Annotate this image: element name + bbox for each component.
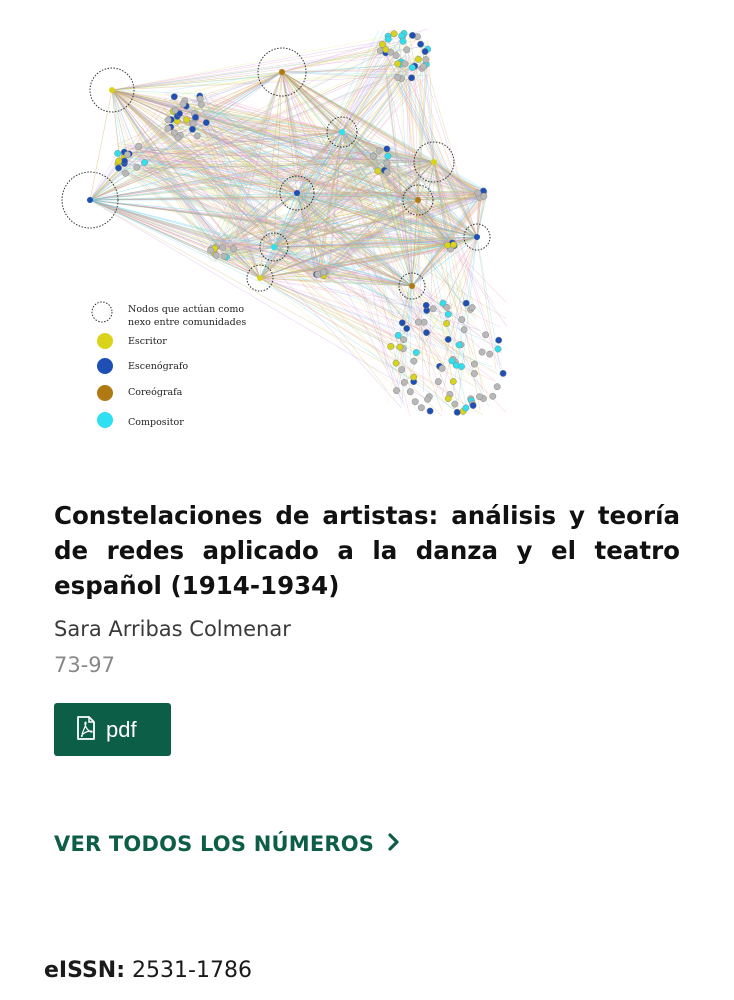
network-edge <box>477 237 502 380</box>
network-node <box>459 316 465 322</box>
eissn-value: 2531-1786 <box>132 958 252 983</box>
nexus-hub-node <box>279 69 285 75</box>
network-node <box>385 153 391 159</box>
network-node <box>115 165 121 171</box>
view-all-issues-label: VER TODOS LOS NÚMEROS <box>54 832 375 856</box>
network-node <box>385 36 391 42</box>
network-node <box>482 332 488 338</box>
network-node <box>439 365 445 371</box>
network-node <box>180 101 186 107</box>
network-node <box>481 193 487 199</box>
network-node <box>469 304 475 310</box>
network-node <box>189 126 195 132</box>
nexus-hub-node <box>409 283 415 289</box>
network-node <box>121 158 127 164</box>
network-node <box>384 160 390 166</box>
network-node <box>192 114 198 120</box>
network-node <box>124 151 130 157</box>
network-node <box>141 159 147 165</box>
network-node <box>393 52 399 58</box>
network-node <box>203 119 209 125</box>
legend-symbol-escenografo <box>97 358 113 374</box>
nexus-hub-node <box>415 197 421 203</box>
network-node <box>427 408 433 414</box>
network-node <box>388 343 394 349</box>
network-node <box>321 269 327 275</box>
network-node <box>435 378 441 384</box>
network-edges <box>90 29 507 416</box>
network-node <box>393 387 399 393</box>
network-node <box>183 117 189 123</box>
network-node <box>487 351 493 357</box>
legend-symbol-compositor <box>97 412 113 428</box>
network-node <box>400 336 406 342</box>
legend-symbol-nexus <box>92 302 112 322</box>
network-node <box>404 47 410 53</box>
network-node <box>443 320 449 326</box>
network-node <box>413 349 419 355</box>
article-pages: 73-97 <box>54 653 116 677</box>
network-node <box>370 153 376 159</box>
network-node <box>315 271 321 277</box>
network-node <box>417 41 423 47</box>
network-node <box>476 394 482 400</box>
network-node <box>115 150 121 156</box>
pdf-file-icon <box>76 716 96 743</box>
network-node <box>397 344 403 350</box>
nexus-hub-node <box>87 197 93 203</box>
network-node <box>463 300 469 306</box>
figure-legend <box>92 302 246 428</box>
network-node <box>391 31 397 37</box>
nexus-hub-node <box>339 129 345 135</box>
network-node <box>495 346 501 352</box>
network-node <box>409 64 415 70</box>
network-node <box>404 325 410 331</box>
network-node <box>412 399 418 405</box>
view-all-issues-link[interactable] <box>54 832 400 856</box>
network-node <box>399 366 405 372</box>
pdf-button-label: pdf <box>106 716 137 742</box>
network-node <box>122 170 128 176</box>
network-node <box>456 342 462 348</box>
network-node <box>494 384 500 390</box>
network-node <box>384 169 390 175</box>
network-node <box>452 401 458 407</box>
nexus-hub-node <box>474 234 480 240</box>
network-node <box>411 374 417 380</box>
legend-label-escritor: Escritor <box>128 336 167 347</box>
network-node <box>171 94 177 100</box>
network-node <box>423 302 429 308</box>
network-node <box>475 190 481 196</box>
network-node <box>207 247 213 253</box>
network-node <box>230 246 236 252</box>
network-node <box>165 125 171 131</box>
nexus-hub-node <box>109 87 115 93</box>
article-author: Sara Arribas Colmenar <box>54 617 291 641</box>
network-node <box>409 32 415 38</box>
legend-symbol-escritor <box>97 333 113 349</box>
network-node <box>407 389 413 395</box>
network-node <box>445 395 451 401</box>
pdf-download-button[interactable] <box>54 703 171 756</box>
network-node <box>402 61 408 67</box>
network-node <box>430 306 436 312</box>
network-node <box>444 242 450 248</box>
article-title[interactable]: Constelaciones de artistas: análisis y teoría de redes aplicado a la danza y el teatro español (1914-1934) <box>54 501 680 600</box>
network-node <box>461 327 467 333</box>
nexus-hub-node <box>294 190 300 196</box>
network-node <box>490 393 496 399</box>
network-node <box>395 61 401 67</box>
network-node <box>421 319 427 325</box>
legend-symbol-coreografa <box>97 385 113 401</box>
network-node <box>165 117 171 123</box>
network-node <box>445 311 451 317</box>
cover-image <box>52 10 522 440</box>
network-graph <box>52 10 522 440</box>
network-node <box>220 244 226 250</box>
network-node <box>375 168 381 174</box>
legend-label-nexus: Nodos que actúan como <box>128 304 245 315</box>
network-node <box>393 360 399 366</box>
network-node <box>421 63 427 69</box>
network-node <box>395 332 401 338</box>
network-node <box>471 361 477 367</box>
nexus-hub-node <box>271 244 277 250</box>
network-node <box>444 304 450 310</box>
network-node <box>445 336 451 342</box>
network-node <box>424 396 430 402</box>
chevron-right-icon <box>388 832 400 856</box>
network-node <box>422 48 428 54</box>
network-node <box>221 253 227 259</box>
nexus-hub-node <box>431 159 437 165</box>
network-node <box>450 242 456 248</box>
network-node <box>197 96 203 102</box>
network-node <box>423 329 429 335</box>
network-node <box>172 107 178 113</box>
network-node <box>471 370 477 376</box>
network-node <box>449 358 455 364</box>
network-node <box>194 133 200 139</box>
network-node <box>479 349 485 355</box>
network-node <box>213 252 219 258</box>
network-node <box>418 405 424 411</box>
network-node <box>500 370 506 376</box>
legend-label-escenografo: Escenógrafo <box>128 361 189 372</box>
network-node <box>136 143 142 149</box>
nexus-hub-node <box>257 275 263 281</box>
network-node <box>376 147 382 153</box>
network-node <box>408 75 414 81</box>
network-node <box>399 320 405 326</box>
network-node <box>395 74 401 80</box>
network-node <box>175 135 181 141</box>
network-node <box>411 358 417 364</box>
network-node <box>463 405 469 411</box>
network-node <box>198 101 204 107</box>
network-node <box>450 378 456 384</box>
eissn-label: eISSN: <box>44 958 126 983</box>
network-node <box>401 379 407 385</box>
network-node <box>384 146 390 152</box>
network-node <box>470 402 476 408</box>
network-node <box>400 38 406 44</box>
legend-label-nexus-line2: nexo entre comunidades <box>128 317 247 328</box>
legend-label-coreografa: Coreógrafa <box>128 387 183 398</box>
network-node <box>496 337 502 343</box>
network-node <box>415 56 421 62</box>
network-node <box>454 409 460 415</box>
eissn-info <box>44 958 252 983</box>
network-node <box>415 319 421 325</box>
network-node <box>116 158 122 164</box>
legend-label-compositor: Compositor <box>128 417 184 428</box>
network-node <box>383 46 389 52</box>
network-node <box>134 164 140 170</box>
network-node <box>423 56 429 62</box>
